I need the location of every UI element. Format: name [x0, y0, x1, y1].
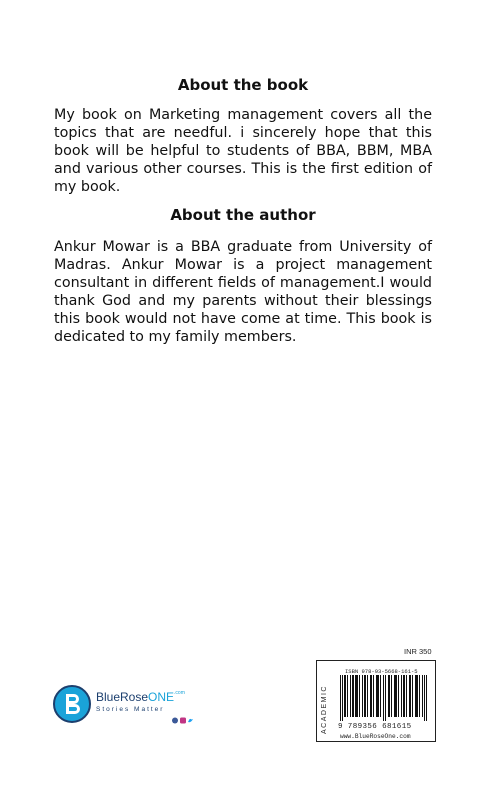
category-label: ACADEMIC	[321, 685, 328, 734]
social-icons	[172, 717, 194, 726]
publisher-tagline: Stories Matter	[96, 706, 165, 713]
facebook-icon	[172, 718, 178, 724]
barcode-bars	[340, 675, 430, 725]
instagram-icon	[180, 718, 186, 724]
section-title-about-author: About the author	[170, 206, 316, 224]
isbn-label: ISBN 978-93-5668-161-5	[345, 668, 418, 675]
publisher-logo-icon	[52, 684, 92, 724]
publisher-name-main: BlueRose	[96, 690, 149, 704]
publisher-website: www.BlueRoseOne.com	[340, 733, 411, 740]
publisher-name	[96, 690, 185, 704]
section-title-about-book: About the book	[177, 76, 309, 94]
twitter-icon	[188, 719, 193, 722]
isbn-digits: 9 789356 681615	[338, 723, 412, 731]
price-label: INR 350	[404, 647, 432, 656]
about-book-text: My book on Marketing management covers all the topics that are needful. i sincerely hope that this book will be helpful to students of BBA, BBM, MBA and various other courses. This is the first edition of my book.	[54, 107, 432, 195]
publisher-name-suffix: .com	[174, 690, 185, 696]
about-author-text: Ankur Mowar is a BBA graduate from University of Madras. Ankur Mowar is a project management consultant in different fields of management.I would thank God and my parents without their blessings this book would not have come at time. This book is dedicated to my family members.	[54, 239, 432, 345]
publisher-name-accent: ONE	[148, 690, 175, 704]
